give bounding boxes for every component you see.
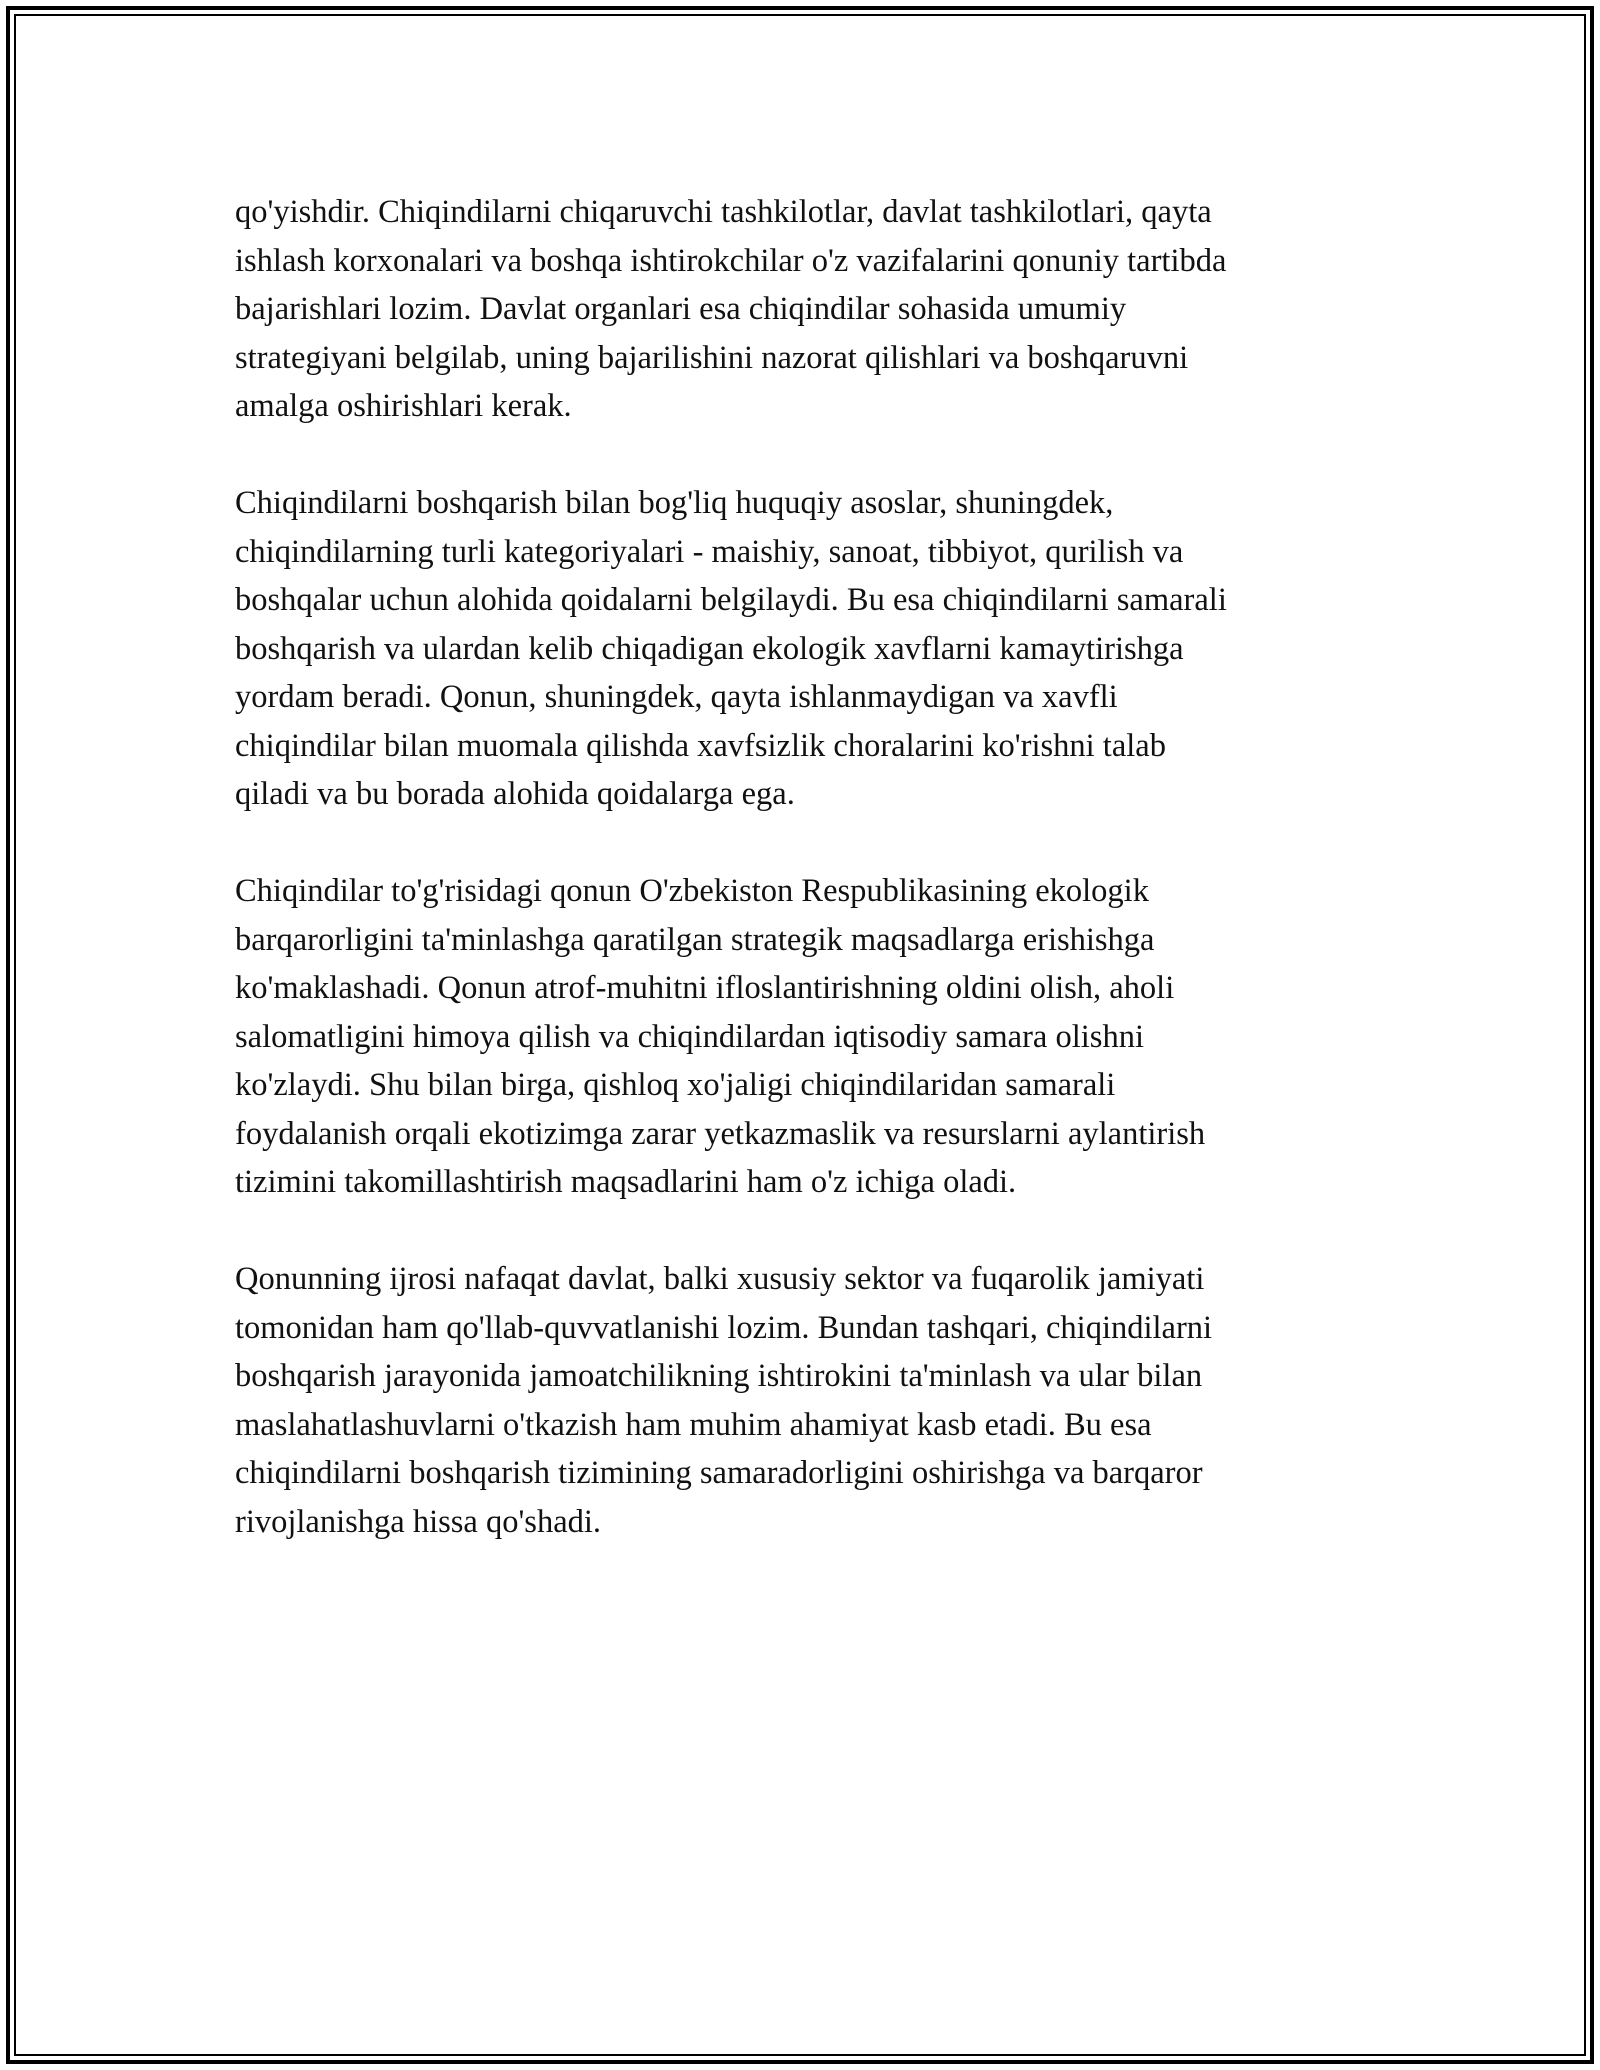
text-line: boshqarish jarayonida jamoatchilikning ishtirokini ta'minlash va ular bilan: [235, 1358, 1203, 1394]
text-line: Chiqindilar to'g'risidagi qonun O'zbekiston Respublikasining ekologik: [235, 873, 1149, 909]
text-line: chiqindilarning turli kategoriyalari - maishiy, sanoat, tibbiyot, qurilish va: [235, 533, 1184, 570]
paragraph-4: [235, 1255, 1375, 1546]
text-line: qo'yishdir. Chiqindilarni chiqaruvchi tashkilotlar, davlat tashkilotlari, qayta: [235, 194, 1212, 230]
text-line: salomatligini himoya qilish va chiqindilardan iqtisodiy samara olishni: [235, 1018, 1144, 1055]
paragraph-3: [235, 867, 1375, 1207]
text-line: Qonunning ijrosi nafaqat davlat, balki xususiy sektor va fuqarolik jamiyati: [235, 1261, 1205, 1297]
text-line: tomonidan ham qo'llab-quvvatlanishi lozim. Bundan tashqari, chiqindilarni: [235, 1309, 1213, 1346]
text-line: ko'maklashadi. Qonun atrof-muhitni ifloslantirishning oldini olish, aholi: [235, 970, 1175, 1006]
text-line: bajarishlari lozim. Davlat organlari esa chiqindilar sohasida umumiy: [235, 291, 1127, 327]
text-line: chiqindilarni boshqarish tizimining samaradorligini oshirishga va barqaror: [235, 1455, 1203, 1491]
text-line: chiqindilar bilan muomala qilishda xavfsizlik choralarini ko'rishni talab: [235, 727, 1166, 764]
text-line: ko'zlaydi. Shu bilan birga, qishloq xo'jaligi chiqindilaridan samarali: [235, 1067, 1116, 1103]
text-line: foydalanish orqali ekotizimga zarar yetkazmaslik va resurslarni aylantirish: [235, 1115, 1206, 1152]
text-line: ishlash korxonalari va boshqa ishtirokchilar o'z vazifalarini qonuniy tartibda: [235, 242, 1227, 279]
document-body: [235, 188, 1375, 1595]
text-line: tizimini takomillashtirish maqsadlarini ham o'z ichiga oladi.: [235, 1164, 1017, 1200]
text-line: yordam beradi. Qonun, shuningdek, qayta ishlanmaydigan va xavfli: [235, 679, 1118, 715]
text-line: Chiqindilarni boshqarish bilan bog'liq huquqiy asoslar, shuningdek,: [235, 485, 1114, 521]
text-line: rivojlanishga hissa qo'shadi.: [235, 1503, 602, 1540]
text-line: maslahatlashuvlarni o'tkazish ham muhim ahamiyat kasb etadi. Bu esa: [235, 1406, 1152, 1443]
paragraph-1: [235, 188, 1375, 431]
text-line: boshqalar uchun alohida qoidalarni belgilaydi. Bu esa chiqindilarni samarali: [235, 582, 1227, 618]
paragraph-2: [235, 479, 1375, 819]
text-line: boshqarish va ulardan kelib chiqadigan ekologik xavflarni kamaytirishga: [235, 630, 1184, 667]
text-line: amalga oshirishlari kerak.: [235, 388, 572, 424]
text-line: barqarorligini ta'minlashga qaratilgan strategik maqsadlarga erishishga: [235, 921, 1155, 958]
text-line: qiladi va bu borada alohida qoidalarga ega.: [235, 776, 795, 812]
text-line: strategiyani belgilab, uning bajarilishini nazorat qilishlari va boshqaruvni: [235, 339, 1189, 376]
